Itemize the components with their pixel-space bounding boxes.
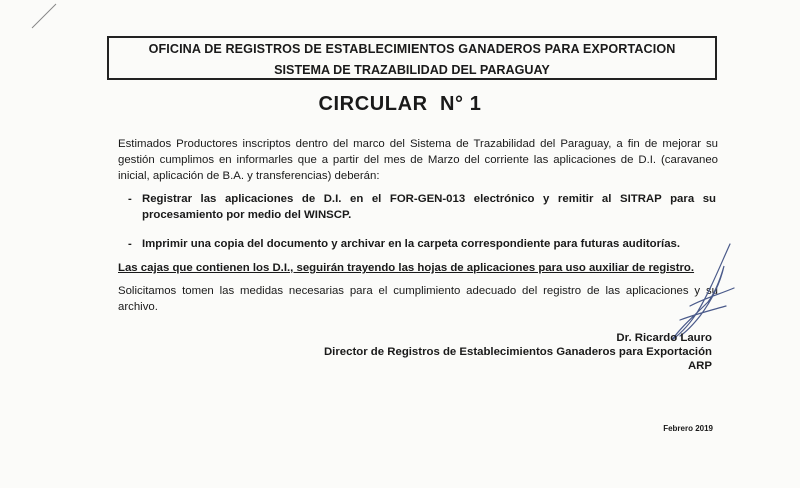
signer-org: ARP [687, 360, 712, 372]
document-date: Febrero 2019 [663, 424, 713, 433]
request-paragraph: Solicitamos tomen las medidas necesarias para el cumplimiento adecuado del registro de las aplicaciones y su archivo. [118, 285, 718, 313]
circular-title: CIRCULAR N° 1 [318, 93, 482, 115]
bullet-item-register [128, 191, 716, 223]
signature-block [324, 331, 712, 373]
office-name: OFICINA DE REGISTROS DE ESTABLECIMIENTOS GANADEROS PARA EXPORTACION [148, 42, 676, 56]
header-box [107, 36, 717, 80]
bullet-dash: - [128, 193, 132, 205]
boxes-note: Las cajas que contienen los D.I., seguirán trayendo las hojas de aplicaciones para uso auxiliar de registro. [118, 262, 695, 274]
signer-name: Dr. Ricardo Lauro [616, 332, 712, 344]
bullet-item-print [128, 236, 716, 252]
scan-mark-line [30, 2, 70, 32]
bullet-dash: - [128, 238, 132, 250]
intro-paragraph: Estimados Productores inscriptos dentro del marco del Sistema de Trazabilidad del Paraguay, a fin de mejorar su gestión cumplimos en informarles que a partir del mes de Marzo del corriente las aplicaciones de D.I. (caravaneo inicial, aplicación de B.A. y transferencias) deberán: [118, 138, 718, 182]
system-name: SISTEMA DE TRAZABILIDAD DEL PARAGUAY [274, 63, 550, 77]
bullet-text: Registrar las aplicaciones de D.I. en el FOR-GEN-013 electrónico y remitir al SITRAP para su procesamiento por medio del WINSCP. [142, 193, 716, 221]
bullet-text: Imprimir una copia del documento y archivar en la carpeta correspondiente para futuras auditorías. [142, 238, 681, 250]
signer-role: Director de Registros de Establecimientos Ganaderos para Exportación [323, 346, 712, 358]
handwritten-signature [650, 236, 740, 346]
